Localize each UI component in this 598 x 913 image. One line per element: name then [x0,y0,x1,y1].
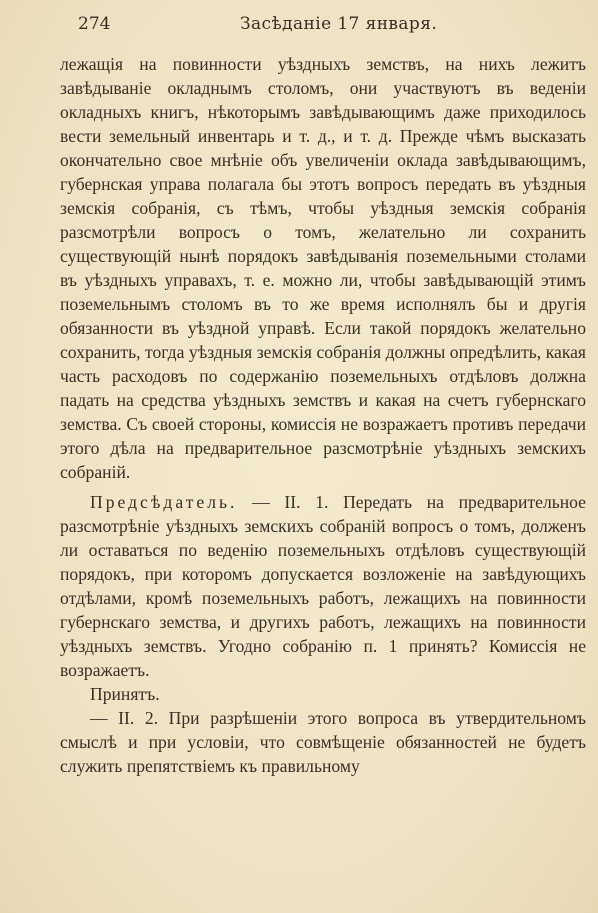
page-header [60,14,578,40]
speaker-name: Предсѣдатель. [90,492,238,512]
body-text [60,52,586,778]
chairman-text: — II. 1. Передать на предварительное разсмотрѣніе уѣздныхъ земскихъ собраній вопросъ о томъ, долженъ ли оставаться по веденію поземельныхъ отдѣловъ существующій порядокъ, при которомъ допускается возложеніе на завѣдующихъ отдѣлами, кромѣ поземельныхъ работъ, лежащихъ на повинности губернскаго земства, и другихъ работъ, лежащихъ на повинности уѣздныхъ земствъ. Угодно собранію п. 1 принять? Комиссія не возражаетъ. [60,492,586,680]
paragraph-chairman [60,490,586,682]
paragraph-point-2: — II. 2. При разрѣшеніи этого вопроса въ утвердительномъ смыслѣ и при условіи, что совмѣщеніе обязанностей не будетъ служить препятствіемъ къ правильному [60,708,586,776]
paragraph-commission-report: лежащія на повинности уѣздныхъ земствъ, на нихъ лежитъ завѣдываніе окладнымъ столомъ, они участвуютъ въ веденіи окладныхъ книгъ, нѣкоторымъ завѣдывающимъ даже приходилось вести земельный инвентарь и т. д., и т. д. Прежде чѣмъ высказать окончательно свое мнѣніе объ увеличеніи оклада завѣдывающимъ, губернская управа полагала бы этотъ вопросъ передать въ уѣздныя земскія собранія, съ тѣмъ, чтобы уѣздныя земскія собранія разсмотрѣли вопросъ о томъ, желательно ли сохранить существующій нынѣ порядокъ завѣдыванія поземельными столами въ уѣздныхъ управахъ, т. е. можно ли, чтобы завѣдывающій этимъ поземельнымъ столомъ въ то же время исполнялъ бы и другія обязанности въ уѣздной управѣ. Если такой порядокъ желательно сохранить, тогда уѣздныя земскія собранія должны опредѣлить, какая часть расходовъ по содержанію поземельныхъ отдѣловъ должна падать на средства уѣздныхъ земствъ и какая на счетъ губернскаго земства. Съ своей стороны, комиссія не возражаетъ противъ передачи этого дѣла на предварительное разсмотрѣніе уѣздныхъ земскихъ собраній. [60,54,586,482]
page-number: 274 [78,14,111,34]
paragraph-adopted: Принятъ. [90,684,160,704]
running-title: Засѣданіе 17 января. [240,14,438,34]
